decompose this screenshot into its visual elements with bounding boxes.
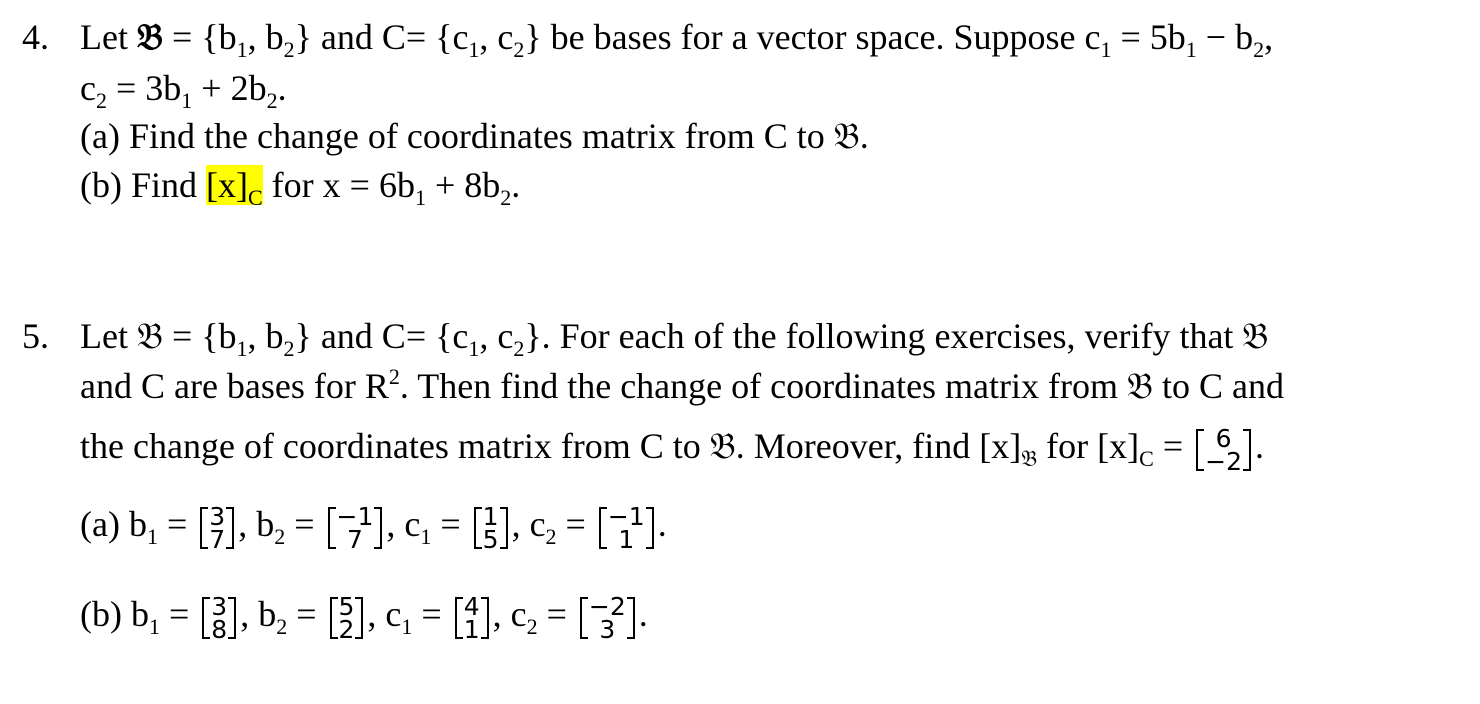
x-c-vector: 6 −2 [1196,427,1251,473]
part-b-b2-vector: 5 2 [330,595,364,641]
problem-5-part-b: (b) $b_1$ = 3 8 , $b_2$ = 5 2 , $c_1$ = 4 1 , $c_2$ = −2 3 . [80,591,648,644]
problem-5-line-2: and C are bases for $R^2$. Then find the change of coordinates matrix from 𝔅 to C and [80,364,1284,406]
part-a-c1-vector: 1 5 [474,505,508,551]
problem-4-part-b: (b) Find $[x]_C$ for $x = 6b_1 + 8b_2$. [80,165,521,210]
problem-5-line-3: the change of coordinates matrix from C to 𝔅. Moreover, find $[x]_𝔅$ for $[x]_C$ = 6 −2 . [80,423,1264,476]
problem-5-number: 5. [22,316,49,356]
problem-5-part-a: (a) $b_1$ = 3 7 , $b_2$ = −1 7 , $c_1$ = 1 5 , $c_2$ = −1 1 . [80,501,667,554]
problem-4-line-1: Let 𝔅 = {$b_1$, $b_2$} and $C= \{c_1$, $c_2$} be bases for a vector space. Suppose $c_1 = 5b_1 - b_2$, [80,16,1274,62]
part-b-c1-vector: 4 1 [455,595,489,641]
problem-4-line-2: $c_2 = 3b_1 + 2b_2$. [80,68,287,113]
problem-5-line-1: Let 𝔅 = {$b_1$, $b_2$} and $C= \{c_1$, $c_2$}. For each of the following exercises, verify that 𝔅 [80,316,1269,361]
problem-4-number: 4. [22,17,49,57]
part-a-b2-vector: −1 7 [328,505,383,551]
highlighted-term: $[x]_C$ [206,165,263,210]
part-a-c2-vector: −1 1 [599,505,654,551]
part-a-b1-vector: 3 7 [200,505,234,551]
problem-4-part-a: (a) Find the change of coordinates matrix from C to 𝔅. [80,116,869,156]
part-b-c2-vector: −2 3 [580,595,635,641]
part-b-b1-vector: 3 8 [202,595,236,641]
